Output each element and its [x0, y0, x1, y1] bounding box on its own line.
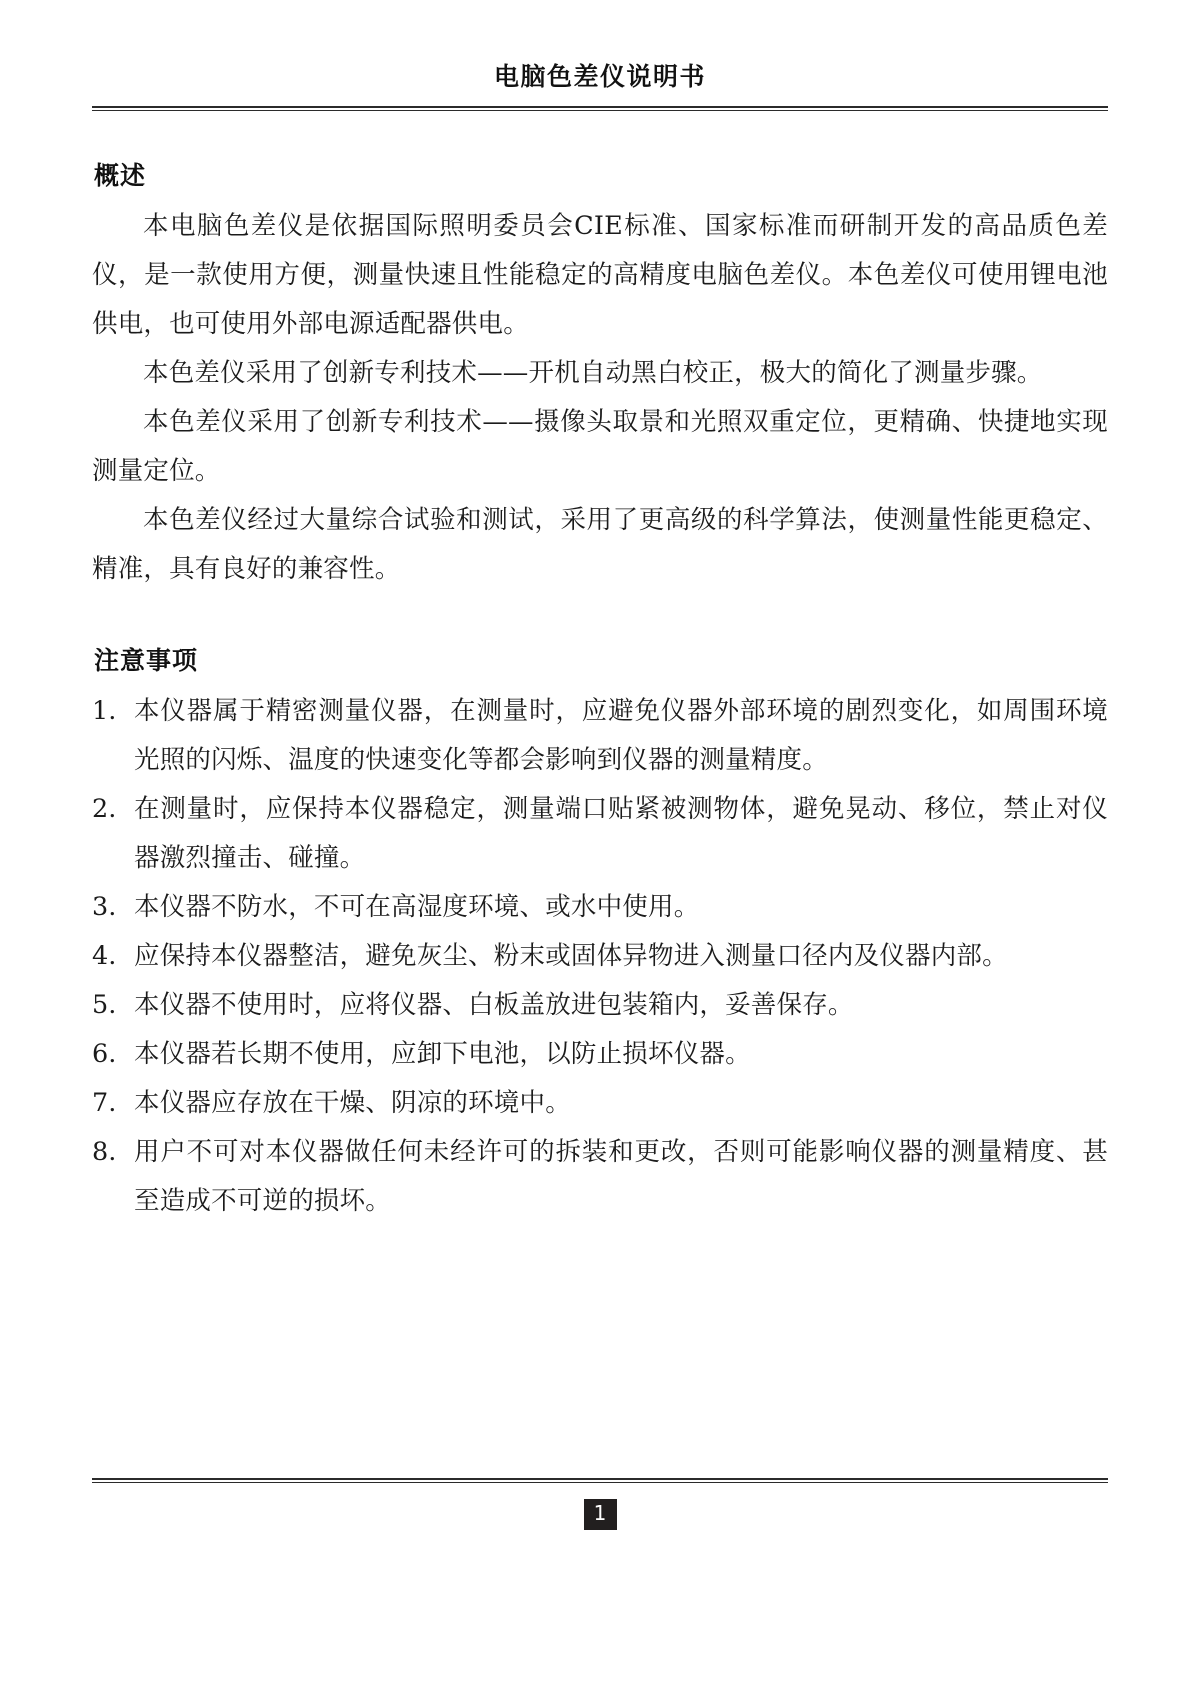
list-item-number: 2. [92, 793, 117, 824]
list-item-text: 应保持本仪器整洁，避免灰尘、粉末或固体异物进入测量口径内及仪器内部。 [134, 940, 1008, 971]
list-item [92, 687, 1108, 785]
overview-paragraph: 本色差仪采用了创新专利技术——开机自动黑白校正，极大的简化了测量步骤。 [143, 357, 1043, 388]
document-title: 电脑色差仪说明书 [493, 62, 706, 91]
list-item-number: 6. [92, 1038, 117, 1069]
list-item-number: 3. [92, 891, 117, 922]
list-item-text: 本仪器不防水，不可在高湿度环境、或水中使用。 [134, 891, 700, 922]
list-item [92, 883, 1108, 932]
list-item-text: 用户不可对本仪器做任何未经许可的拆装和更改，否则可能影响仪器的测量精度、甚至造成不可逆的损坏。 [134, 1136, 1108, 1216]
list-item [92, 981, 1108, 1030]
page-number-badge: 1 [584, 1499, 617, 1530]
list-item-text: 本仪器应存放在干燥、阴凉的环境中。 [134, 1087, 571, 1118]
section-heading-overview: 概述 [94, 161, 147, 190]
list-item-text: 本仪器若长期不使用，应卸下电池，以防止损坏仪器。 [134, 1038, 751, 1069]
page-number-container [92, 1499, 1108, 1530]
section-spacer [92, 600, 1108, 644]
list-item [92, 1079, 1108, 1128]
overview-paragraph: 本色差仪采用了创新专利技术——摄像头取景和光照双重定位，更精确、快捷地实现测量定位。 [92, 406, 1108, 486]
list-item-number: 1. [92, 695, 117, 726]
document-body [92, 159, 1108, 1226]
list-item [92, 785, 1108, 883]
overview-paragraph: 本电脑色差仪是依据国际照明委员会CIE标准、国家标准而研制开发的高品质色差仪，是一款使用方便，测量快速且性能稳定的高精度电脑色差仪。本色差仪可使用锂电池供电，也可使用外部电源适配器供电。 [92, 210, 1108, 339]
precautions-list [92, 687, 1108, 1226]
list-item-number: 7. [92, 1087, 117, 1118]
running-footer [92, 1478, 1108, 1530]
list-item [92, 1128, 1108, 1226]
running-header [92, 0, 1108, 111]
list-item-number: 8. [92, 1136, 117, 1167]
list-item-number: 5. [92, 989, 117, 1020]
list-item-text: 本仪器属于精密测量仪器，在测量时，应避免仪器外部环境的剧烈变化，如周围环境光照的闪烁、温度的快速变化等都会影响到仪器的测量精度。 [134, 695, 1108, 775]
list-item-text: 在测量时，应保持本仪器稳定，测量端口贴紧被测物体，避免晃动、移位，禁止对仪器激烈撞击、碰撞。 [134, 793, 1108, 873]
list-item [92, 1030, 1108, 1079]
section-overview [92, 159, 1108, 594]
section-precautions [92, 644, 1108, 1226]
list-item [92, 932, 1108, 981]
list-item-number: 4. [92, 940, 117, 971]
footer-divider [92, 1478, 1108, 1483]
section-heading-precautions: 注意事项 [94, 645, 199, 675]
list-item-text: 本仪器不使用时，应将仪器、白板盖放进包装箱内，妥善保存。 [134, 989, 854, 1020]
header-divider [92, 106, 1108, 111]
overview-paragraph: 本色差仪经过大量综合试验和测试，采用了更高级的科学算法，使测量性能更稳定、精准，具有良好的兼容性。 [92, 504, 1108, 584]
